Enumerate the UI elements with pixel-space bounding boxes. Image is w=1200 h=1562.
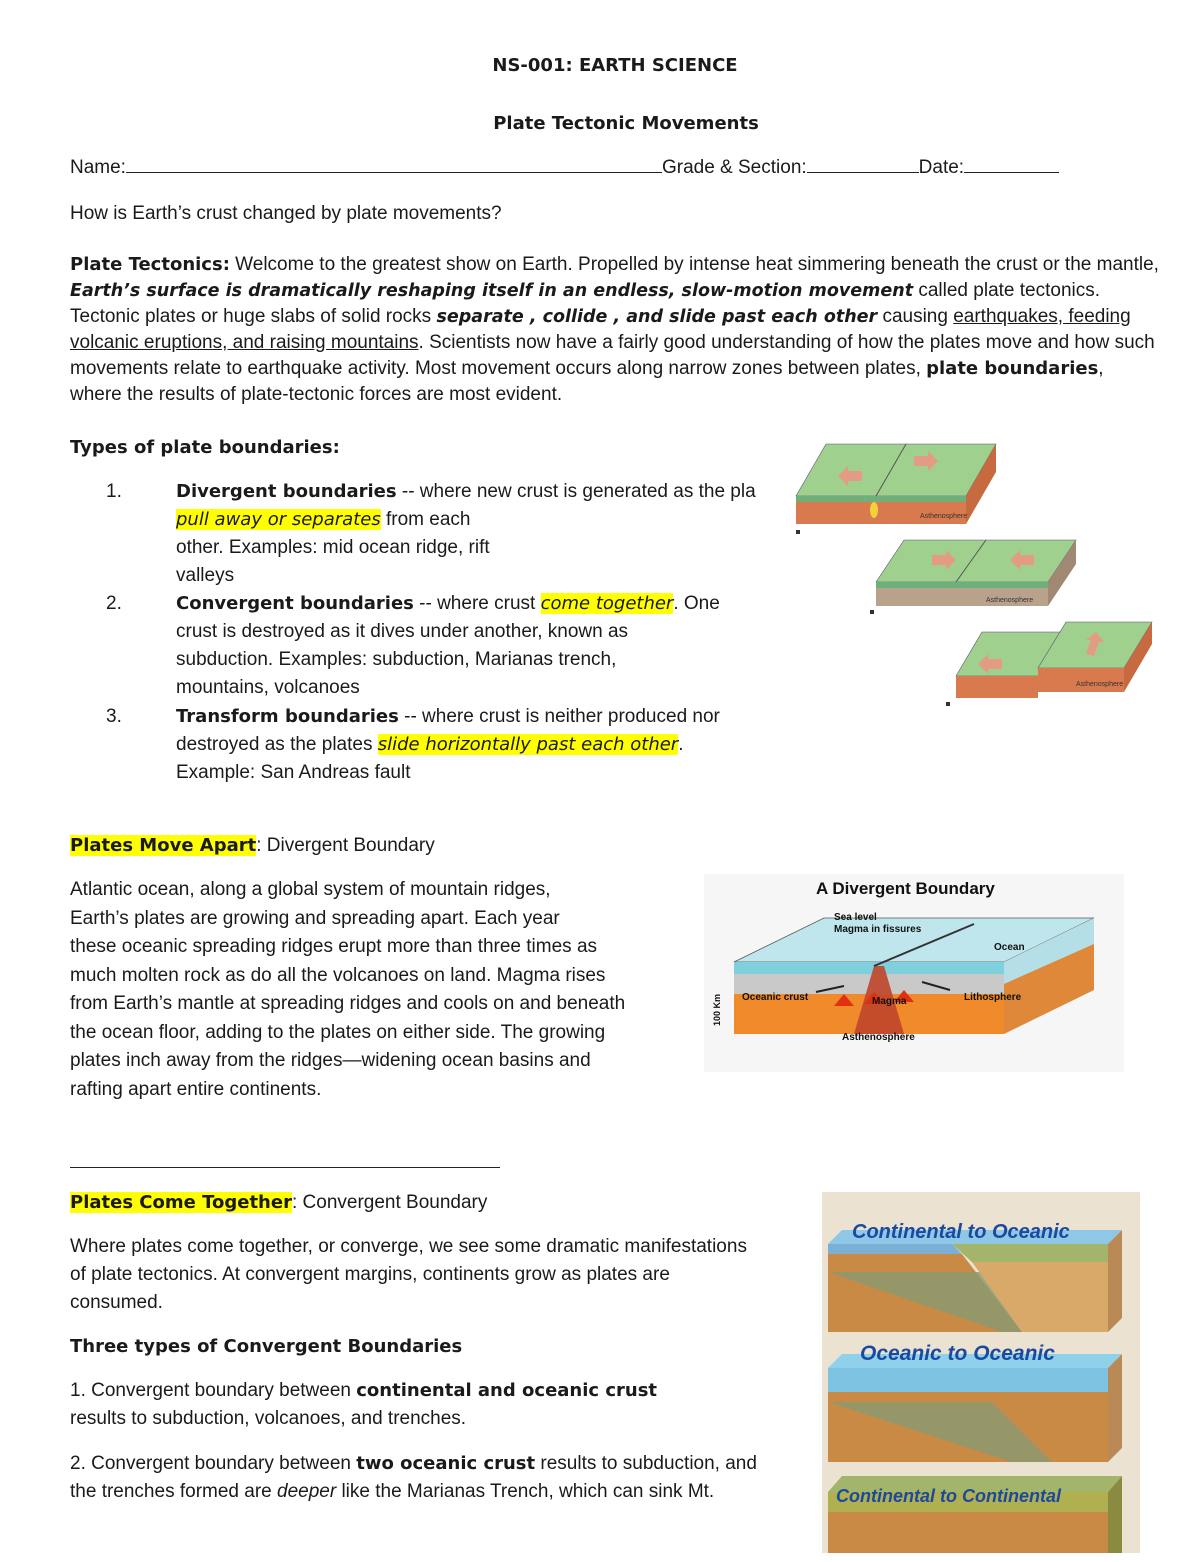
paragraph-line: much molten rock as do all the volcanoes on land. Magma rises [70,964,606,986]
item-text: mountains, volcanoes [176,677,360,698]
fig-label: 100 Km [712,993,722,1026]
intro-underlined: earthquakes, feeding volcanic eruptions, and raising mountains [70,306,1131,353]
continental-oceanic-panel [828,1221,1122,1332]
paragraph-line: rafting apart entire continents. [70,1078,322,1100]
item-emphasis: continental and oceanic crust [356,1380,658,1401]
item-text: the trenches formed are [70,1481,277,1502]
block-label: Asthenosphere [986,597,1034,604]
fig-label: Magma [872,996,907,1007]
item-text: valleys [176,565,235,586]
name-field[interactable] [126,154,662,173]
convergent-item-2 [70,1450,810,1506]
paragraph-line: the ocean floor, adding to the plates on either side. The growing [70,1021,606,1043]
panel-title: Oceanic to Oceanic [860,1342,1055,1365]
divergent-heading: Plates Move Apart [70,835,257,856]
convergent-heading-line [70,1189,487,1217]
highlight: slide horizontally past each other [377,734,679,755]
item-text: . One [673,593,720,614]
fig-label: Magma in fissures [834,924,922,935]
convergent-types-heading: Three types of Convergent Boundaries [70,1336,463,1357]
panel-title: Continental to Oceanic [852,1221,1070,1243]
list-item-divergent [176,478,796,590]
list-number: 2. [106,593,122,614]
item-text: destroyed as the plates [176,734,378,755]
intro-emphasis: Earth’s surface is dramatically reshaping itself in an endless, slow-motion movement [70,281,914,301]
item-text: . [678,734,684,755]
item-text: -- where crust [413,593,541,614]
item-text: other. Examples: mid ocean ridge, rift [176,537,490,558]
boundary-blocks-figure [790,436,1160,712]
paragraph-line: Where plates come together, or converge, we see some dramatic manifestations [70,1236,747,1257]
divergent-boundary-figure [704,874,1124,1072]
item-name: Divergent boundaries [176,481,397,502]
types-heading: Types of plate boundaries: [70,437,340,458]
item-emphasis: two oceanic crust [356,1453,536,1474]
intro-emphasis: separate , collide , and slide past each other [436,307,878,327]
continental-continental-panel [828,1476,1122,1553]
panel-title: Continental to Continental [836,1486,1061,1506]
paragraph-line: plates inch away from the ridges—widening ocean basins and [70,1050,591,1071]
list-number: 3. [106,706,122,727]
fig-label: Ocean [994,942,1025,953]
convergent-item-1 [70,1377,810,1433]
fig-label: Lithosphere [964,992,1022,1003]
transform-block [946,622,1152,706]
item-text: crust is destroyed as it dives under another, known as [176,621,629,642]
date-label: Date: [918,157,965,178]
list-number: 1. [106,481,122,502]
block-label: Asthenosphere [920,513,968,520]
intro-heading: Plate Tectonics: [70,254,230,275]
fig-label: Sea level [834,912,877,923]
guiding-question: How is Earth’s crust changed by plate movements? [70,203,502,224]
item-text: 1. Convergent boundary between [70,1380,357,1401]
oceanic-oceanic-panel [828,1342,1122,1462]
section-divider [70,1167,500,1168]
convergent-types-figure [822,1192,1140,1553]
item-text: like the Marianas Trench, which can sink Mt. [336,1481,715,1502]
item-text: results to subduction, and [535,1453,757,1474]
item-text: results to subduction, volcanoes, and trenches. [70,1408,467,1429]
paragraph-line: consumed. [70,1292,163,1313]
date-field[interactable] [964,154,1059,173]
intro-text: . Scientists now have a fairly good understanding of how the plates move and how such movements relate to earthquake activity. Most movement occurs along narrow zones between plates, [70,332,1155,379]
intro-text: causing [877,306,954,327]
intro-text: Welcome to the greatest show on Earth. Propelled by intense heat simmering beneath the crust or the mantle, [229,254,1159,275]
fig-label: Oceanic crust [742,992,809,1003]
block-label: Asthenosphere [1076,681,1124,688]
grade-label: Grade & Section: [661,157,807,178]
divergent-subheading: : Divergent Boundary [256,835,435,856]
paragraph-line: from Earth’s mantle at spreading ridges and cools on and beneath [70,993,626,1014]
highlight: pull away or separates [176,509,381,530]
page-title: Plate Tectonic Movements [493,113,759,134]
intro-text: called plate tectonics. Tectonic plates or huge slabs of solid rocks [70,280,1101,327]
fig-label: Asthenosphere [842,1032,915,1043]
item-name: Transform boundaries [176,706,399,727]
name-line [70,154,1170,182]
intro-emphasis: plate boundaries [926,358,1099,379]
paragraph-line: Atlantic ocean, along a global system of mountain ridges, [70,879,551,900]
paragraph-line: of plate tectonics. At convergent margins, continents grow as plates are [70,1264,670,1285]
figure-title: A Divergent Boundary [816,879,995,898]
convergent-subheading: : Convergent Boundary [291,1192,488,1213]
convergent-block [870,540,1076,614]
item-text: -- where crust is neither produced nor [398,706,720,727]
intro-text: , where the results of plate-tectonic forces are most evident. [70,358,1104,405]
list-item-convergent [176,590,776,702]
item-text: 2. Convergent boundary between [70,1453,357,1474]
paragraph-line: Earth’s plates are growing and spreading apart. Each year [70,907,560,929]
grade-field[interactable] [807,154,919,173]
item-text: subduction. Examples: subduction, Marianas trench, [176,649,617,670]
convergent-heading: Plates Come Together [70,1192,292,1213]
divergent-paragraph [70,876,700,1104]
course-title: NS-001: EARTH SCIENCE [492,55,738,76]
intro-paragraph [70,252,1160,408]
item-text: -- where new crust is generated as the pla [396,481,756,502]
item-emphasis: deeper [277,1481,337,1502]
divergent-heading-line [70,832,435,860]
item-text: Example: San Andreas fault [176,762,411,783]
item-text: from each [380,509,471,530]
item-name: Convergent boundaries [176,593,414,614]
boundary-blocks-svg [790,436,1160,712]
highlight: come together [540,593,674,614]
divergent-block [796,444,996,534]
convergent-paragraph [70,1233,810,1317]
list-item-transform [176,703,796,787]
paragraph-line: these oceanic spreading ridges erupt more than three times as [70,936,598,957]
name-label: Name: [70,157,126,178]
